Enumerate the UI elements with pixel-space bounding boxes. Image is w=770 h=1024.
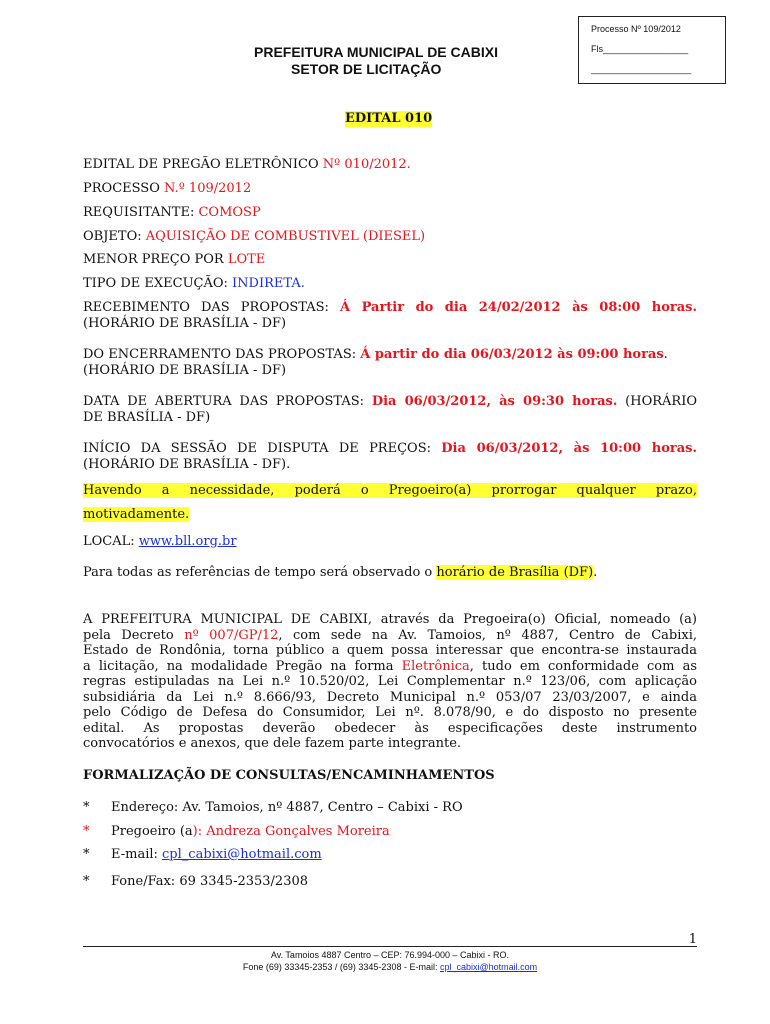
- body-line-4c: , tudo em conformidade com as: [469, 658, 697, 674]
- encerramento-value: Á partir do dia 06/03/2012 às 09:00 horas: [360, 347, 664, 362]
- abertura-timezone-part2: DE BRASÍLIA - DF): [83, 409, 211, 425]
- notice-line-2: motivadamente.: [83, 507, 190, 522]
- reference-text: Para todas as referências de tempo será observado o: [83, 565, 437, 580]
- decreto-number: nº 007/GP/12: [184, 627, 279, 643]
- footer-phone: Fone (69) 33345-2353 / (69) 3345-2308 - E-mail:: [242, 962, 440, 972]
- recebimento-block: [83, 300, 697, 331]
- bullet-star: *: [83, 824, 90, 839]
- notice-block: [83, 479, 697, 527]
- body-line-9: convocatórios e anexos, que dele fazem parte integrante.: [83, 736, 462, 751]
- bullet-star: *: [83, 800, 90, 815]
- requisitante-line: [83, 205, 261, 221]
- recebimento-value: Á Partir do dia 24/02/2012 às 08:00 horas.: [340, 300, 697, 315]
- abertura-block: [83, 394, 697, 425]
- endereco-text: Endereço: Av. Tamoios, nº 4887, Centro – Cabixi - RO: [111, 800, 463, 815]
- body-line-1: A PREFEITURA MUNICIPAL DE CABIXI, através da Pregoeira(o) Oficial, nomeado (a): [83, 612, 697, 627]
- menor-preco-line: [83, 252, 265, 268]
- footer-address: Av. Tamoios 4887 Centro – CEP: 76.994-000 – Cabixi - RO.: [270, 950, 510, 960]
- processo-line: [83, 181, 251, 197]
- consultas-heading: FORMALIZAÇÃO DE CONSULTAS/ENCAMINHAMENTOS: [83, 768, 495, 783]
- email-label: E-mail:: [111, 847, 163, 862]
- body-line-8: edital. As propostas deverão obedecer às especificações deste instrumento: [83, 720, 697, 736]
- list-item-endereco: [83, 800, 463, 816]
- requisitante-label: REQUISITANTE:: [83, 205, 199, 220]
- process-number: Processo Nº 109/2012: [591, 24, 681, 34]
- encerramento-block: [83, 347, 697, 378]
- objeto-line: [83, 229, 425, 245]
- body-line-5: regras estipuladas na Lei n.º 10.520/02, Lei Complementar n.º 123/06, com aplicação: [83, 674, 697, 689]
- pregoeiro-value: ): Andreza Gonçalves Moreira: [192, 824, 390, 839]
- encerramento-timezone: (HORÁRIO DE BRASÍLIA - DF): [83, 362, 287, 378]
- sessao-value: Dia 06/03/2012, às 10:00 horas.: [441, 441, 697, 456]
- abertura-value: Dia 06/03/2012, às 09:30 horas.: [371, 394, 618, 409]
- modalidade-eletronica: Eletrônica: [401, 658, 470, 674]
- encerramento-label: DO ENCERRAMENTO DAS PROPOSTAS:: [83, 347, 361, 362]
- edital-title: EDITAL 010: [345, 111, 433, 126]
- edital-label: EDITAL DE PREGÃO ELETRÔNICO: [83, 157, 323, 172]
- body-line-6: subsidiária da Lei n.º 8.666/93, Decreto Municipal n.º 053/07 23/03/2007, e ainda: [83, 689, 697, 705]
- list-item-email: [83, 847, 322, 863]
- recebimento-timezone: (HORÁRIO DE BRASÍLIA - DF): [83, 315, 287, 331]
- body-line-2c: , com sede na Av. Tamoios, nº 4887, Centro de Cabixi,: [278, 627, 697, 643]
- sessao-label: INÍCIO DA SESSÃO DE DISPUTA DE PREÇOS:: [83, 441, 442, 456]
- reference-highlight: horário de Brasília (DF): [436, 565, 594, 580]
- tipo-execucao-line: [83, 276, 305, 292]
- process-fls: Fls_________________: [591, 44, 689, 54]
- footer-rule: [83, 946, 697, 947]
- requisitante-value: COMOSP: [198, 205, 261, 220]
- header-line-1: PREFEITURA MUNICIPAL DE CABIXI: [254, 44, 498, 60]
- body-line-7: pelo Código de Defesa do Consumidor, Lei nº. 8.078/90, e do disposto no presente: [83, 705, 697, 720]
- processo-number: N.º 109/2012: [164, 181, 252, 196]
- notice-line-1: Havendo a necessidade, poderá o Pregoeiro(a) prorrogar qualquer prazo,: [83, 483, 697, 498]
- objeto-label: OBJETO:: [83, 229, 146, 244]
- body-line-2a: pela Decreto: [83, 627, 185, 643]
- recebimento-label: RECEBIMENTO DAS PROPOSTAS:: [83, 300, 341, 315]
- edital-number: Nº 010/2012.: [322, 157, 411, 172]
- bullet-star: *: [83, 847, 90, 862]
- reference-end: .: [593, 565, 598, 580]
- body-line-4: [83, 659, 697, 675]
- email-link[interactable]: cpl_cabixi@hotmail.com: [162, 847, 322, 862]
- menor-preco-value: LOTE: [227, 252, 266, 267]
- abertura-label: DATA DE ABERTURA DAS PROPOSTAS:: [83, 394, 372, 409]
- abertura-timezone-part1: (HORÁRIO: [617, 394, 697, 409]
- list-item-fone: [83, 874, 308, 890]
- footer-contact: [83, 962, 697, 973]
- objeto-value: AQUISIÇÃO DE COMBUSTIVEL (DIESEL): [145, 229, 426, 244]
- edital-line: [83, 157, 411, 173]
- local-line: [83, 534, 237, 550]
- body-line-4a: a licitação, na modalidade Pregão na forma: [83, 658, 402, 674]
- fone-text: Fone/Fax: 69 3345-2353/2308: [111, 874, 309, 889]
- body-paragraph: [83, 612, 697, 752]
- reference-line: [83, 565, 597, 581]
- body-line-2: [83, 628, 697, 644]
- tipo-execucao-label: TIPO DE EXECUÇÃO:: [83, 276, 233, 291]
- encerramento-dot: .: [663, 347, 668, 362]
- local-url-link[interactable]: www.bll.org.br: [138, 534, 237, 549]
- process-blank-line: ____________________: [591, 64, 692, 74]
- tipo-execucao-value: INDIRETA.: [232, 276, 305, 291]
- body-line-3: Estado de Rondônia, torna público a quem possa interessar que encontra-se instaurada: [83, 643, 697, 658]
- footer-email-link[interactable]: cpl_cabixi@hotmail.com: [439, 962, 538, 972]
- process-box: [578, 16, 726, 84]
- processo-label: PROCESSO: [83, 181, 165, 196]
- sessao-block: [83, 441, 697, 472]
- header-line-2: SETOR DE LICITAÇÃO: [291, 61, 442, 77]
- menor-preco-label: MENOR PREÇO POR: [83, 252, 228, 267]
- list-item-pregoeiro: [83, 824, 390, 840]
- sessao-timezone: (HORÁRIO DE BRASÍLIA - DF).: [83, 456, 291, 472]
- pregoeiro-label: Pregoeiro (a: [111, 824, 193, 839]
- bullet-star: *: [83, 874, 90, 889]
- page-number: 1: [688, 932, 697, 947]
- local-label: LOCAL:: [83, 534, 139, 549]
